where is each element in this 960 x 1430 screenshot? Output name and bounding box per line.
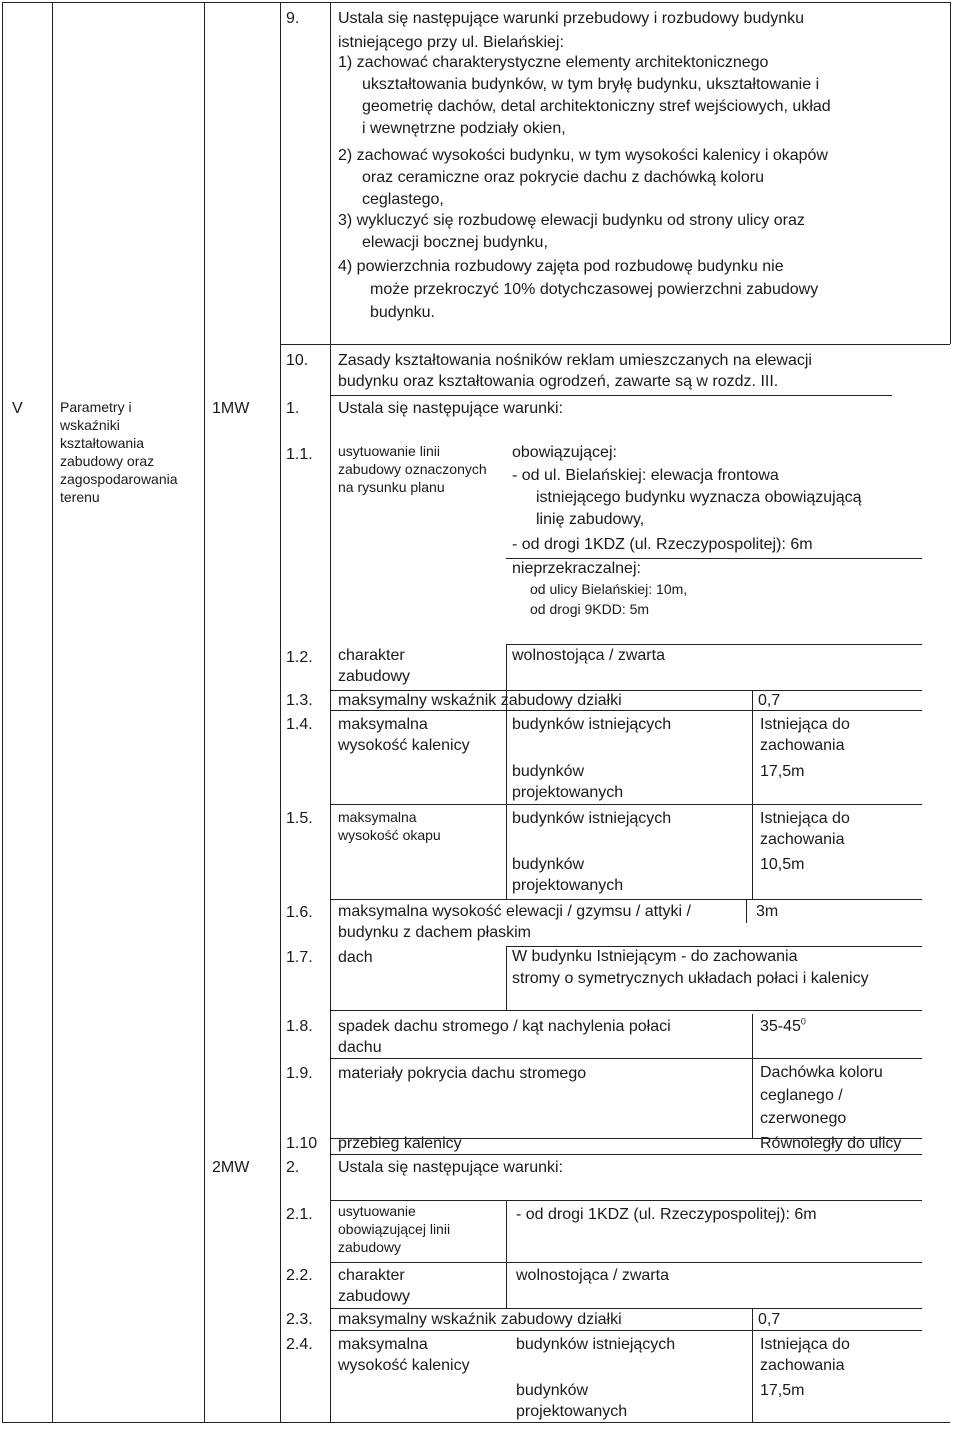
- item-9-intro-line-1: Ustala się następujące warunki przebudowy i rozbudowy budynku: [338, 10, 805, 27]
- row-1-5-value-1: Istniejąca do zachowania: [760, 810, 850, 848]
- row-divider: [330, 1010, 922, 1011]
- item-9-point-4-line-1: 4) powierzchnia rozbudowy zajęta pod rozbudowę budynku nie: [338, 258, 784, 275]
- row-2-3-label: maksymalny wskaźnik zabudowy działki: [338, 1311, 622, 1328]
- column-divider: [330, 2, 331, 1422]
- column-divider: [506, 946, 507, 1010]
- row-1-1-label: usytuowanie linii zabudowy oznaczonych na rysunku planu: [338, 443, 487, 495]
- row-1-9-number: 1.9.: [286, 1065, 313, 1082]
- column-divider: [752, 690, 753, 899]
- row-1-8-label: spadek dachu stromego / kąt nachylenia połaci dachu: [338, 1018, 671, 1056]
- row-2-4-sub-2: budynków projektowanych: [516, 1382, 628, 1420]
- row-1-2-number: 1.2.: [286, 649, 313, 666]
- section-title: Parametry i wskaźniki kształtowania zabudowy oraz zagospodarowania terenu: [60, 399, 178, 505]
- item-10-number: 10.: [286, 352, 309, 369]
- column-divider: [746, 899, 747, 923]
- table-border-bottom: [2, 1422, 950, 1423]
- item-9-intro-line-2: istniejącego przy ul. Bielańskiej:: [338, 34, 564, 51]
- row-1-10-value: Równoległy do ulicy: [760, 1135, 902, 1152]
- row-divider: [330, 395, 892, 396]
- item-9-point-1-line-3: geometrię dachów, detal architektoniczny stref wejściowych, układ: [362, 98, 831, 115]
- item-9-point-2-line-3: ceglastego,: [362, 191, 444, 208]
- row-2-2-value: wolnostojąca / zwarta: [516, 1267, 669, 1284]
- row-1-1-obowiazujacej: obowiązującej:: [512, 444, 617, 461]
- row-2-2-number: 2.2.: [286, 1267, 313, 1284]
- row-1-1-number: 1.1.: [286, 446, 313, 463]
- column-divider: [506, 1200, 507, 1308]
- row-1-4-number: 1.4.: [286, 716, 313, 733]
- row-1-5-label: maksymalna wysokość okapu: [338, 809, 441, 843]
- row-1-1-nieprzekraczalnej: nieprzekraczalnej:: [512, 560, 641, 577]
- row-1-1-value-b: - od drogi 1KDZ (ul. Rzeczypospolitej): 6m: [512, 536, 813, 553]
- row-1-8-value-text: 35-45: [760, 1018, 801, 1035]
- row-divider: [280, 344, 950, 345]
- row-1-2-value: wolnostojąca / zwarta: [512, 647, 665, 664]
- item-9-point-2-line-1: 2) zachować wysokości budynku, w tym wysokości kalenicy i okapów: [338, 147, 828, 164]
- item-2-intro: Ustala się następujące warunki:: [338, 1159, 564, 1176]
- column-divider: [752, 1014, 753, 1138]
- table-border-right: [950, 2, 951, 344]
- row-1-1-value-a2: istniejącego budynku wyznacza obowiązującą: [536, 489, 862, 506]
- row-2-4-sub-1: budynków istniejących: [516, 1336, 676, 1353]
- item-2-number: 2.: [286, 1159, 300, 1176]
- row-2-4-number: 2.4.: [286, 1336, 313, 1353]
- row-1-6-label: maksymalna wysokość elewacji / gzymsu / attyki / budynku z dachem płaskim: [338, 903, 691, 941]
- row-2-1-label: usytuowanie obowiązującej linii zabudowy: [338, 1203, 451, 1255]
- table-border-top: [2, 2, 950, 3]
- row-divider: [330, 1200, 922, 1201]
- row-1-6-number: 1.6.: [286, 904, 313, 921]
- row-divider: [330, 1058, 922, 1059]
- row-divider: [330, 1330, 922, 1331]
- item-9-number: 9.: [286, 10, 300, 27]
- row-1-10-label: przebieg kalenicy: [338, 1135, 462, 1152]
- row-2-3-number: 2.3.: [286, 1311, 313, 1328]
- row-1-6-value: 3m: [756, 903, 779, 920]
- row-1-5-value-2: 10,5m: [760, 856, 805, 873]
- row-1-1-value-c1: od ulicy Bielańskiej: 10m,: [530, 581, 688, 597]
- row-1-3-value: 0,7: [758, 692, 781, 709]
- item-9-point-4-line-3: budynku.: [370, 304, 435, 321]
- row-1-5-sub-1: budynków istniejących: [512, 810, 672, 827]
- row-1-9-label: materiały pokrycia dachu stromego: [338, 1065, 587, 1082]
- item-9-point-1-line-2: ukształtowania budynków, w tym bryłę budynku, ukształtowanie i: [362, 76, 820, 93]
- row-1-4-label: maksymalna wysokość kalenicy: [338, 716, 470, 754]
- row-1-1-value-a3: linię zabudowy,: [536, 511, 645, 528]
- zone-code-2mw: 2MW: [212, 1159, 250, 1176]
- item-9-point-1-line-1: 1) zachować charakterystyczne elementy architektonicznego: [338, 54, 769, 71]
- row-divider: [330, 899, 922, 900]
- row-1-9-value: Dachówka koloru ceglanego / czerwonego: [760, 1064, 883, 1127]
- row-1-3-number: 1.3.: [286, 692, 313, 709]
- row-1-4-sub-2: budynków projektowanych: [512, 763, 624, 801]
- item-1-intro: Ustala się następujące warunki:: [338, 400, 564, 417]
- row-1-10-number: 1.10: [286, 1135, 318, 1152]
- column-divider: [280, 2, 281, 1422]
- row-1-7-value-1: W budynku Istniejącym - do zachowania: [512, 948, 798, 965]
- row-1-4-value-2: 17,5m: [760, 763, 805, 780]
- row-1-3-label: maksymalny wskaźnik zabudowy działki: [338, 692, 622, 709]
- row-2-1-value: - od drogi 1KDZ (ul. Rzeczypospolitej): 6m: [516, 1206, 817, 1223]
- column-divider: [752, 1308, 753, 1422]
- item-10-line-1: Zasady kształtowania nośników reklam umieszczanych na elewacji: [338, 352, 812, 369]
- row-2-4-label: maksymalna wysokość kalenicy: [338, 1336, 470, 1374]
- row-1-7-label: dach: [338, 949, 373, 966]
- row-1-8-value: [760, 1016, 806, 1037]
- item-9-point-4-line-2: może przekroczyć 10% dotychczasowej powierzchni zabudowy: [370, 281, 819, 298]
- row-divider: [330, 1154, 922, 1155]
- zone-code-1mw: 1MW: [212, 400, 250, 417]
- row-2-3-value: 0,7: [758, 1311, 781, 1328]
- item-9-point-3-line-2: elewacji bocznej budynku,: [362, 234, 548, 251]
- column-divider: [52, 2, 53, 1422]
- item-9-point-1-line-4: i wewnętrzne podziały okien,: [362, 120, 566, 137]
- row-2-4-value-2: 17,5m: [760, 1382, 805, 1399]
- row-1-8-number: 1.8.: [286, 1018, 313, 1035]
- table-border-left: [2, 2, 3, 1422]
- item-1-number: 1.: [286, 400, 300, 417]
- item-9-point-3-line-1: 3) wykluczyć się rozbudowę elewacji budynku od strony ulicy oraz: [338, 212, 805, 229]
- row-divider: [330, 804, 922, 805]
- row-2-2-label: charakter zabudowy: [338, 1267, 411, 1305]
- row-1-5-sub-2: budynków projektowanych: [512, 856, 624, 894]
- row-1-7-value-2: stromy o symetrycznych układach połaci i kalenicy: [512, 970, 869, 987]
- row-1-1-value-a1: - od ul. Bielańskiej: elewacja frontowa: [512, 467, 779, 484]
- row-1-7-number: 1.7.: [286, 949, 313, 966]
- row-1-8-degree-sup: 0: [800, 1016, 806, 1027]
- item-9-point-2-line-2: oraz ceramiczne oraz pokrycie dachu z dachówką koloru: [362, 169, 764, 186]
- row-1-4-sub-1: budynków istniejących: [512, 716, 672, 733]
- row-2-4-value-1: Istniejąca do zachowania: [760, 1336, 850, 1374]
- row-1-5-number: 1.5.: [286, 810, 313, 827]
- column-divider: [506, 645, 507, 899]
- section-number: V: [12, 400, 23, 417]
- row-1-1-value-c2: od drogi 9KDD: 5m: [530, 601, 650, 617]
- row-1-4-value-1: Istniejąca do zachowania: [760, 716, 850, 754]
- item-10-line-2: budynku oraz kształtowania ogrodzeń, zawarte są w rozdz. III.: [338, 373, 779, 390]
- column-divider: [204, 2, 205, 1422]
- row-1-2-label: charakter zabudowy: [338, 647, 411, 685]
- row-2-1-number: 2.1.: [286, 1206, 313, 1223]
- row-divider: [330, 1262, 922, 1263]
